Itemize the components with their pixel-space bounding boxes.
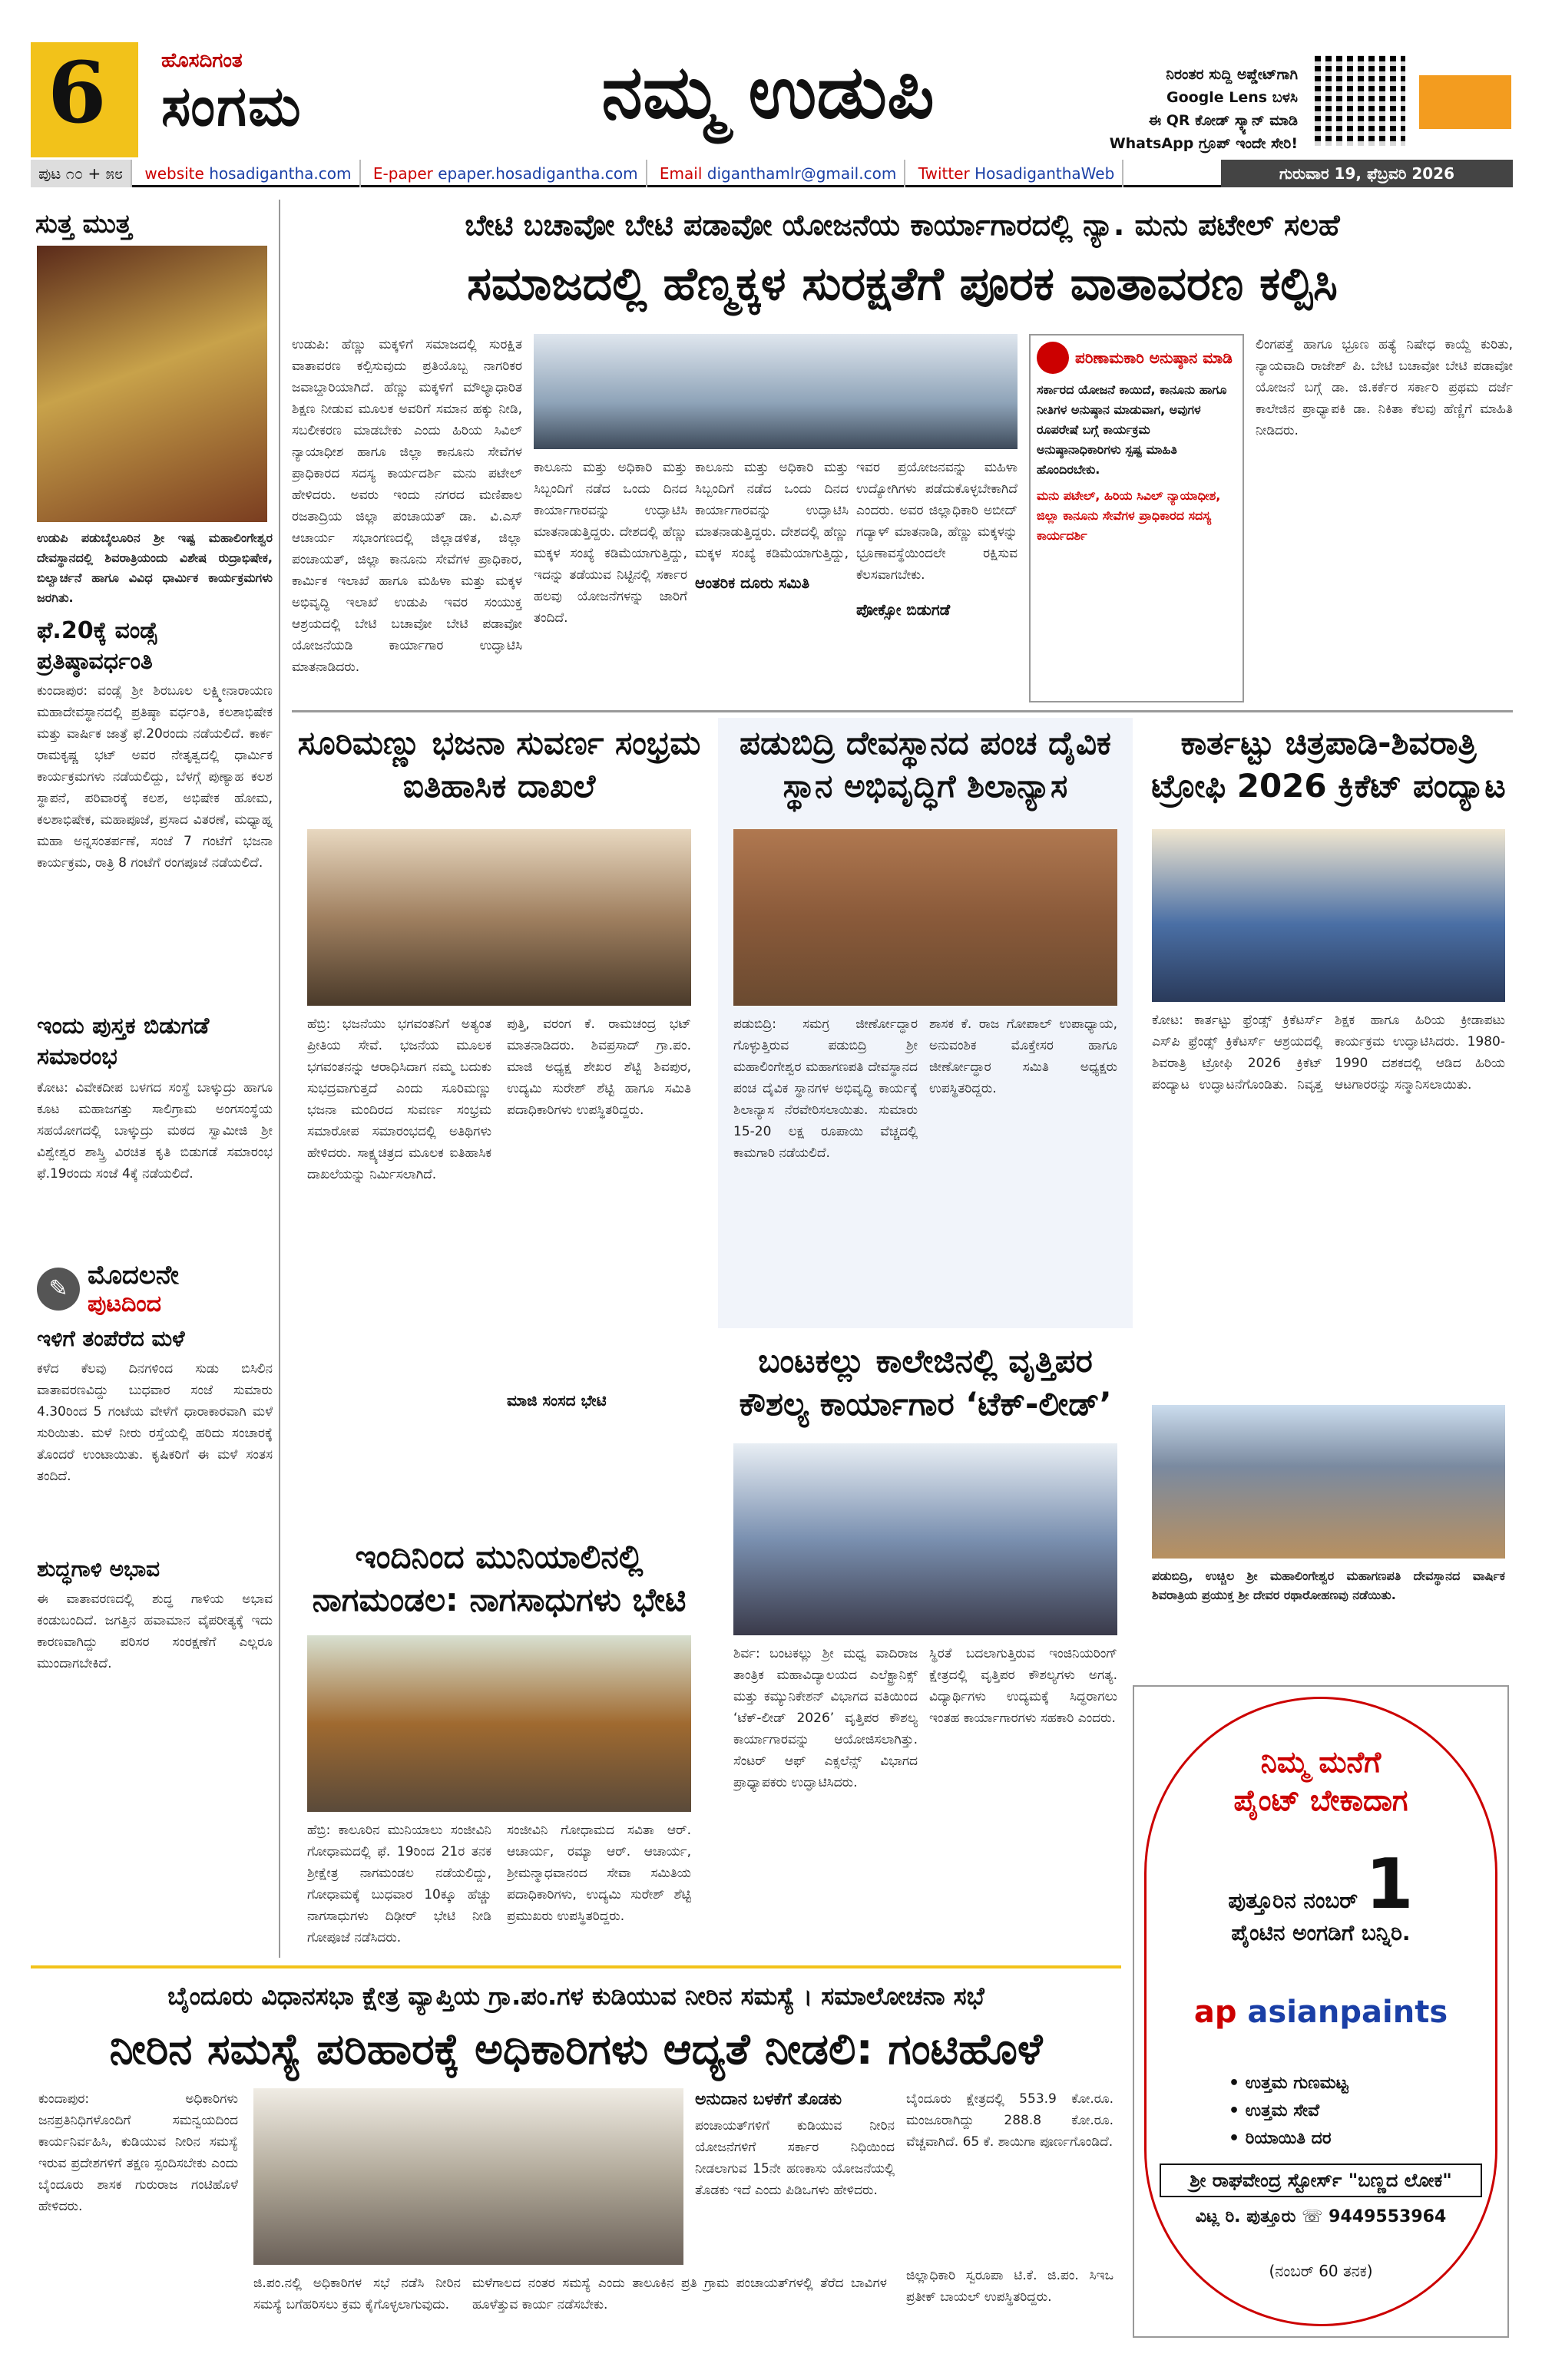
epaper-label: E-paper <box>372 164 433 183</box>
qr-code-pattern <box>1315 55 1405 146</box>
lead-body-col3: ಇವರ ಪ್ರಯೋಜನವನ್ನು ಮಹಿಳಾ ಉದ್ಯೋಗಿಗಳು ಪಡೆದುಕೊಳ್ಳಬೇಕಾಗಿದೆ ಎಂದರು. ಅವರ ಜಿಲ್ಲಾಧಿಕಾರಿ ಅಬೀದ್ ಗದ್ಯಾಳ್ ಮಾತನಾಡಿ, ಹೆಣ್ಣು ಮಕ್ಕಳನ್ನು ಭ್ರೂಣಾವಸ್ಥೆಯಿಂದಲೇ ರಕ್ಷಿಸುವ ಕೆಲಸವಾಗಬೇಕು. <box>856 460 1018 583</box>
story-c-photo <box>1152 829 1505 1002</box>
epaper-link[interactable] <box>366 160 647 187</box>
temple-photo <box>37 246 267 522</box>
brand-logo <box>161 48 415 140</box>
photo-caption: ಉಡುಪಿ ಪಡುಬೈಲೂರಿನ ಶ್ರೀ ಇಷ್ಟ ಮಹಾಲಿಂಗೇಶ್ವರ ದೇವಸ್ಥಾನದಲ್ಲಿ ಶಿವರಾತ್ರಿಯಂದು ವಿಶೇಷ ರುದ್ರಾಭಿಷೇಕ, ಬಿಲ್ವಾರ್ಚನೆ ಹಾಗೂ ವಿವಿಧ ಧಾರ್ಮಿಕ ಕಾರ್ಯಕ್ರಮಗಳು ಜರಗಿತು. <box>37 531 273 605</box>
story-a-photo <box>307 829 691 1006</box>
sidebar-quote: ಮನು ಪಟೇಲ್, ಹಿರಿಯ ಸಿವಿಲ್ ನ್ಯಾಯಾಧೀಶ, ಜಿಲ್ಲಾ ಕಾನೂನು ಸೇವೆಗಳ ಪ್ರಾಧಿಕಾರದ ಸದಸ್ಯ ಕಾರ್ಯದರ್ಶಿ <box>1037 488 1221 543</box>
story-b-body2: ಶಾಸಕ ಕೆ. ರಾಜ ಗೋಪಾಲ್ ಉಪಾಧ್ಯಾಯ, ಅನುವಂಶಿಕ ಮೊಕ್ತೇಸರ ಹಾಗೂ ಜೀರ್ಣೋದ್ಧಾರ ಸಮಿತಿ ಅಧ್ಯಕ್ಷರು ಉಪಸ್ಥಿತರಿದ್ದರು. <box>929 1016 1117 1096</box>
qr-instructions <box>1014 63 1298 155</box>
lead-subhead2: ಪೋಕ್ಸೋ ಬಿಡುಗಡೆ <box>856 600 951 619</box>
story-d-photo <box>307 1635 691 1812</box>
bottom-body5: ಜಿಲ್ಲಾಧಿಕಾರಿ ಸ್ವರೂಪಾ ಟಿ.ಕೆ. ಜಿ.ಪಂ. ಸಿಇಒ ಪ್ರತೀಕ್ ಬಾಯಲ್ ಉಪಸ್ಥಿತರಿದ್ದರು. <box>906 2268 1113 2305</box>
qr-line: ನಿರಂತರ ಸುದ್ದಿ ಅಪ್ಡೇಟ್‌ಗಾಗಿ <box>1166 66 1298 83</box>
bottom-stats: ಬೈಂದೂರು ಕ್ಷೇತ್ರದಲ್ಲಿ 553.9 ಕೋ.ರೂ. ಮಂಜೂರಾಗಿದ್ದು 288.8 ಕೋ.ರೂ. ವೆಚ್ಚವಾಗಿದೆ. 65 ಕೆ. ಶಾಯಿಗಾ ಪೂರ್ಣಗೊಂಡಿದೆ. <box>906 2091 1113 2150</box>
modalane-title: ಮೊದಲನೇ <box>88 1260 179 1291</box>
ad-line3a-row <box>1144 1844 1497 1925</box>
ad-line3a: ಪುತ್ತೂರಿನ ನಂಬರ್ <box>1228 1888 1358 1913</box>
left-column <box>31 200 280 1958</box>
sutta-mutta-title: ಸುತ್ತ ಮುತ್ತ <box>35 209 132 240</box>
sidebar-title: ಪರಿಣಾಮಕಾರಿ ಅನುಷ್ಠಾನ ಮಾಡಿ <box>1075 349 1233 367</box>
story-e-photo <box>733 1443 1117 1635</box>
story-book-release-body: ಕೋಟ: ವಿವೇಕದೀಪ ಬಳಗದ ಸಂಸ್ಥೆ ಬಾಳ್ಕುದ್ರು ಹಾಗೂ ಕೂಟ ಮಹಾಜಗತ್ತು ಸಾಲಿಗ್ರಾಮ ಅಂಗಸಂಸ್ಥೆಯ ಸಹಯೋಗದಲ್ಲಿ ಬಾಳ್ಕುದ್ರು ಮಠದ ಸ್ವಾಮೀಜಿ ಶ್ರೀ ವಿಶ್ವೇಶ್ವರ ಶಾಸ್ತ್ರಿ ವಿರಚಿತ ಕೃತಿ ಬಿಡುಗಡೆ ಸಮಾರಂಭ ಫೆ.19ರಂದು ಸಂಜೆ 4ಕ್ಕೆ ನಡೆಯಲಿದೆ. <box>37 1080 273 1182</box>
ad-brand <box>1144 1993 1497 2031</box>
story-air-body: ಈ ವಾತಾವರಣದಲ್ಲಿ ಶುದ್ಧ ಗಾಳಿಯ ಅಭಾವ ಕಂಡುಬಂದಿದೆ. ಜಗತ್ತಿನ ಹವಾಮಾನ ವೈಪರೀತ್ಯಕ್ಕೆ ಇದು ಕಾರಣವಾಗಿದ್ದು ಪರಿಸರ ಸಂರಕ್ಷಣೆಗೆ ಎಲ್ಲರೂ ಮುಂದಾಗಬೇಕಿದೆ. <box>37 1592 273 1671</box>
story-vandse-title: ಫೆ.20ಕ್ಕೆ ವಂಡ್ಸೆ ಪ್ರತಿಷ್ಠಾವರ್ಧಂತಿ <box>37 617 158 675</box>
lead-body-col2b: ಕಾಲೂನು ಮತ್ತು ಅಧಿಕಾರಿ ಮತ್ತು ಸಿಬ್ಬಂದಿಗೆ ನಡೆದ ಒಂದು ದಿನದ ಕಾರ್ಯಾಗಾರವನ್ನು ಉದ್ಘಾಟಿಸಿ ಮಾತನಾಡುತ್ತಿದ್ದರು. ದೇಶದಲ್ಲಿ ಹೆಣ್ಣು ಮಕ್ಕಳ ಸಂಖ್ಯೆ ಕಡಿಮೆಯಾಗುತ್ತಿದ್ದು, <box>695 460 849 561</box>
twitter-label: Twitter <box>918 164 970 183</box>
ad-address: ವಿಟ್ಲ ರಿ. ಪುತ್ತೂರು <box>1195 2207 1296 2226</box>
story-b-body: ಪಡುಬಿದ್ರಿ: ಸಮಗ್ರ ಜೀರ್ಣೋದ್ಧಾರ ಗೊಳ್ಳುತ್ತಿರುವ ಪಡುಬಿದ್ರಿ ಶ್ರೀ ಮಹಾಲಿಂಗೇಶ್ವರ ಮಹಾಗಣಪತಿ ದೇವಸ್ಥಾನದ ಪಂಚ ದೈವಿಕ ಸ್ಥಾನಗಳ ಅಭಿವೃದ್ಧಿ ಕಾರ್ಯಕ್ಕೆ ಶಿಲಾನ್ಯಾಸ ನೆರವೇರಿಸಲಾಯಿತು. ಸುಮಾರು 15-20 ಲಕ್ಷ ರೂಪಾಯಿ ವೆಚ್ಚದಲ್ಲಿ ಕಾಮಗಾರಿ ನಡೆಯಲಿದೆ. <box>733 1016 918 1161</box>
story-book-release-title: ಇಂದು ಪುಸ್ತಕ ಬಿಡುಗಡೆ ಸಮಾರಂಭ <box>37 1013 210 1070</box>
story-b-headline: ಪಡುಬಿದ್ರಿ ದೇವಸ್ಥಾನದ ಪಂಚ ದೈವಿಕ ಸ್ಥಾನ ಅಭಿವೃದ್ಧಿಗೆ ಶಿಲಾನ್ಯಾಸ <box>740 724 1111 805</box>
section-title: ನಮ್ಮ ಉಡುಪಿ <box>601 49 935 135</box>
lead-subhead: ಆಂತರಿಕ ದೂರು ಸಮಿತಿ <box>695 574 810 592</box>
story-a-headline: ಸೂರಿಮಣ್ಣು ಭಜನಾ ಸುವರ್ಣ ಸಂಭ್ರಮ ಐತಿಹಾಸಿಕ ದಾಖಲೆ <box>297 724 701 805</box>
lead-body-col2: ಕಾಲೂನು ಮತ್ತು ಅಧಿಕಾರಿ ಮತ್ತು ಸಿಬ್ಬಂದಿಗೆ ನಡೆದ ಒಂದು ದಿನದ ಕಾರ್ಯಾಗಾರವನ್ನು ಉದ್ಘಾಟಿಸಿ ಮಾತನಾಡುತ್ತಿದ್ದರು. ದೇಶದಲ್ಲಿ ಹೆಣ್ಣು ಮಕ್ಕಳ ಸಂಖ್ಯೆ ಕಡಿಮೆಯಾಗುತ್ತಿದ್ದು, ಇದನ್ನು ತಡೆಯುವ ನಿಟ್ಟಿನಲ್ಲಿ ಸರ್ಕಾರ ಹಲವು ಯೋಜನೆಗಳನ್ನು ಜಾರಿಗೆ ತಂದಿದೆ. <box>534 460 687 626</box>
sidebar-body: ಸರ್ಕಾರದ ಯೋಜನೆ ಕಾಯಿದೆ, ಕಾನೂನು ಹಾಗೂ ನೀತಿಗಳ ಅನುಷ್ಠಾನ ಮಾಡುವಾಗ, ಅವುಗಳ ರೂಪರೇಷೆ ಬಗ್ಗೆ ಕಾರ್ಯಕ್ರಮ ಅನುಷ್ಠಾನಾಧಿಕಾರಿಗಳು ಸ್ಪಷ್ಟ ಮಾಹಿತಿ ಹೊಂದಿರಬೇಕು. <box>1037 382 1227 477</box>
ad-brand-text: asianpaints <box>1247 1995 1448 2030</box>
story-c-headline: ಕಾರ್ತಟ್ಟು ಚಿತ್ರಪಾಡಿ-ಶಿವರಾತ್ರಿ ಟ್ರೋಫಿ 2026 ಕ್ರಿಕೆಟ್ ಪಂದ್ಯಾಟ <box>1151 724 1506 805</box>
modalane-subtitle: ಪುಟದಿಂದ <box>88 1291 162 1317</box>
story-e-body2: ಸ್ಥಿರತೆ ಬದಲಾಗುತ್ತಿರುವ ಇಂಜಿನಿಯರಿಂಗ್ ಕ್ಷೇತ್ರದಲ್ಲಿ ವೃತ್ತಿಪರ ಕೌಶಲ್ಯಗಳು ಅಗತ್ಯ. ವಿದ್ಯಾರ್ಥಿಗಳು ಉದ್ಯಮಕ್ಕೆ ಸಿದ್ಧರಾಗಲು ಇಂತಹ ಕಾರ್ಯಾಗಾರಗಳು ಸಹಕಾರಿ ಎಂದರು. <box>929 1646 1117 1726</box>
story-e-headline: ಬಂಟಕಲ್ಲು ಕಾಲೇಜಿನಲ್ಲಿ ವೃತ್ತಿಪರ ಕೌಶಲ್ಯ ಕಾರ್ಯಾಗಾರ ‘ಟೆಕ್-ಲೀಡ್’ <box>739 1342 1112 1423</box>
ad-bullet: • ಉತ್ತಮ ಗುಣಮಟ್ಟ <box>1229 2074 1348 2093</box>
bottom-photo <box>253 2088 683 2265</box>
twitter-handle: HosadiganthaWeb <box>975 164 1115 183</box>
bottom-body2: ಜಿ.ಪಂ.ನಲ್ಲಿ ಅಧಿಕಾರಿಗಳ ಸಭೆ ನಡೆಸಿ ನೀರಿನ ಸಮಸ್ಯೆ ಬಗೆಹರಿಸಲು ಕ್ರಮ ಕೈಗೊಳ್ಳಲಾಗುವುದು. <box>253 2276 461 2312</box>
email-link[interactable] <box>652 160 905 187</box>
ad-bullet-text: ರಿಯಾಯಿತಿ ದರ <box>1245 2129 1332 2148</box>
ad-line2: ಪೈಂಟ್ ಬೇಕಾದಾಗ <box>1233 1783 1408 1817</box>
email-address: diganthamlr@gmail.com <box>706 164 897 183</box>
bottom-body4: ಮಳೆಗಾಲದ ನಂತರ ಸಮಸ್ಯೆ ಎಂದು ತಾಲೂಕಿನ ಪ್ರತಿ ಗ್ರಾಮ ಪಂಚಾಯತ್‌ಗಳಲ್ಲಿ ತೆರೆದ ಬಾವಿಗಳ ಹೂಳೆತ್ತುವ ಕಾರ್ಯ ನಡೆಸಬೇಕು. <box>472 2276 887 2312</box>
ad-line3b: ಪೈಂಟಿನ ಅಂಗಡಿಗೆ ಬನ್ನಿರಿ. <box>1231 1920 1411 1945</box>
page-number: 6 <box>48 43 107 142</box>
story-air-title: ಶುದ್ಧಗಾಳಿ ಅಭಾವ <box>37 1556 160 1582</box>
story-vandse-body: ಕುಂದಾಪುರ: ವಂಡ್ಸೆ ಶ್ರೀ ಶಿರಬೂಲ ಲಕ್ಷ್ಮೀನಾರಾಯಣ ಮಹಾದೇವಸ್ಥಾನದಲ್ಲಿ ಪ್ರತಿಷ್ಠಾ ವರ್ಧಂತಿ, ಕಲಶಾಭಿಷೇಕ ಮತ್ತು ವಾರ್ಷಿಕ ಜಾತ್ರೆ ಫೆ.20ರಂದು ನಡೆಯಲಿದೆ. ಕಾರ್ಕ ರಾಮಕೃಷ್ಣ ಭಟ್ ಅವರ ನೇತೃತ್ವದಲ್ಲಿ ಧಾರ್ಮಿಕ ಕಾರ್ಯಕ್ರಮಗಳು ನಡೆಯಲಿದ್ದು, ಬೆಳಗ್ಗೆ ಪುಣ್ಯಾಹ ಕಲಶ ಸ್ಥಾಪನೆ, ಪರಿವಾರಕ್ಕೆ ಕಲಶ, ಅಭಿಷೇಕ ಹೋಮ, ಕಲಶಾಭಿಷೇಕ, ಮಹಾಪೂಜೆ, ಪ್ರಸಾದ ವಿತರಣೆ, ಮಧ್ಯಾಹ್ನ ಮಹಾ ಅನ್ನಸಂತರ್ಪಣೆ, ಸಂಜೆ 7 ಗಂಟೆಗೆ ಭಜನಾ ಕಾರ್ಯಕ್ರಮ, ರಾತ್ರಿ 8 ಗಂಟೆಗೆ ರಂಗಪೂಜೆ ನಡೆಯಲಿದೆ. <box>37 683 273 871</box>
ad-line1: ನಿಮ್ಮ ಮನೆಗೆ <box>1260 1745 1382 1779</box>
website-url: hosadigantha.com <box>209 164 352 183</box>
issue-date: ಗುರುವಾರ 19, ಫೆಬ್ರವರಿ 2026 <box>1221 160 1513 187</box>
bottom-headline: ನೀರಿನ ಸಮಸ್ಯೆ ಪರಿಹಾರಕ್ಕೆ ಅಧಿಕಾರಿಗಳು ಆದ್ಯತೆ ನೀಡಲಿ: ಗಂಟಿಹೊಳೆ <box>109 2025 1043 2074</box>
lead-photo <box>534 334 1018 449</box>
story-e-body: ಶಿರ್ವ: ಬಂಟಕಲ್ಲು ಶ್ರೀ ಮಧ್ವ ವಾದಿರಾಜ ತಾಂತ್ರಿಕ ಮಹಾವಿದ್ಯಾಲಯದ ಎಲೆಕ್ಟ್ರಾನಿಕ್ಸ್ ಮತ್ತು ಕಮ್ಯುನಿಕೇಶನ್ ವಿಭಾಗದ ವತಿಯಿಂದ ‘ಟೆಕ್-ಲೀಡ್ 2026’ ವೃತ್ತಿಪರ ಕೌಶಲ್ಯ ಕಾರ್ಯಾಗಾರವನ್ನು ಆಯೋಜಿಸಲಾಗಿತ್ತು. ಸೆಂಟರ್ ಆಫ್ ಎಕ್ಸಲೆನ್ಸ್ ವಿಭಾಗದ ಪ್ರಾಧ್ಯಾಪಕರು ಉದ್ಘಾಟಿಸಿದರು. <box>733 1646 918 1790</box>
ad-bullet: • ರಿಯಾಯಿತಿ ದರ <box>1229 2129 1332 2148</box>
qr-line: ಈ QR ಕೋಡ್ ಸ್ಕ್ಯಾನ್ ಮಾಡಿ <box>1148 112 1298 129</box>
website-link[interactable] <box>137 160 360 187</box>
bottom-divider <box>31 1965 1121 1968</box>
ad-bullets <box>1144 2070 1497 2153</box>
story-a-body2: ಪುತ್ತಿ, ವರಂಗ ಕೆ. ರಾಮಚಂದ್ರ ಭಟ್ ಮಾತನಾಡಿದರು. ಶಿವಪ್ರಸಾದ್ ಗ್ರಾ.ಪಂ. ಮಾಜಿ ಅಧ್ಯಕ್ಷ ಶೇಖರ ಶೆಟ್ಟಿ ಶಿವಪುರ, ಉದ್ಯಮಿ ಸುರೇಶ್ ಶೆಟ್ಟಿ ಹಾಗೂ ಸಮಿತಿ ಪದಾಧಿಕಾರಿಗಳು ಉಪಸ್ಥಿತರಿದ್ದರು. <box>507 1016 691 1118</box>
brand-top: ಹೊಸದಿಗಂತ <box>161 49 243 72</box>
ad-number: 1 <box>1365 1844 1414 1925</box>
bottom-body3: ಪಂಚಾಯತ್‌ಗಳಿಗೆ ಕುಡಿಯುವ ನೀರಿನ ಯೋಜನೆಗಳಿಗೆ ಸರ್ಕಾರ ನಿಧಿಯಿಂದ ನೀಡಲಾಗುವ 15ನೇ ಹಣಕಾಸು ಯೋಜನೆಯಲ್ಲಿ ತೊಡಕು ಇದೆ ಎಂದು ಪಿಡಿಒಗಳು ಹೇಳಿದರು. <box>695 2118 895 2198</box>
divider <box>292 710 1513 712</box>
story-rain-body: ಕಳೆದ ಕೆಲವು ದಿನಗಳಿಂದ ಸುಡು ಬಿಸಿಲಿನ ವಾತಾವರಣವಿದ್ದು ಬುಧವಾರ ಸಂಜೆ ಸುಮಾರು 4.30ರಿಂದ 5 ಗಂಟೆಯ ವೇಳೆಗೆ ಧಾರಾಕಾರವಾಗಿ ಮಳೆ ಸುರಿಯಿತು. ಮಳೆ ನೀರು ರಸ್ತೆಯಲ್ಲಿ ಹರಿದು ಸಂಚಾರಕ್ಕೆ ತೊಂದರೆ ಉಂಟಾಯಿತು. ಕೃಷಿಕರಿಗೆ ಈ ಮಳೆ ಸಂತಸ ತಂದಿದೆ. <box>37 1361 273 1484</box>
speech-bubble-icon <box>1037 342 1069 374</box>
twitter-link[interactable] <box>911 160 1124 187</box>
asianpaints-logo-icon: ap <box>1193 1995 1237 2030</box>
website-label: website <box>144 164 204 183</box>
header-orange-block <box>1419 75 1511 129</box>
sidebar-header <box>1037 342 1236 374</box>
lead-headline: ಸಮಾಜದಲ್ಲಿ ಹೆಣ್ಮಕ್ಕಳ ಸುರಕ್ಷತೆಗೆ ಪೂರಕ ವಾತಾವರಣ ಕಲ್ಪಿಸಿ <box>467 257 1338 311</box>
ad-bullet-text: ಉತ್ತಮ ಗುಣಮಟ್ಟ <box>1245 2074 1348 2093</box>
bottom-subhead: ಅನುದಾನ ಬಳಕೆಗೆ ತೊಡಕು <box>695 2090 842 2109</box>
epaper-url: epaper.hosadigantha.com <box>438 164 638 183</box>
lead-sidebar <box>1029 334 1244 702</box>
story-c-photo2 <box>1152 1405 1505 1559</box>
ad-phone: 9449553964 <box>1329 2207 1447 2226</box>
lead-body-col1: ಉಡುಪಿ: ಹೆಣ್ಣು ಮಕ್ಕಳಿಗೆ ಸಮಾಜದಲ್ಲಿ ಸುರಕ್ಷಿತ ವಾತಾವರಣ ಕಲ್ಪಿಸುವುದು ಪ್ರತಿಯೊಬ್ಬ ನಾಗರಿಕರ ಜವಾಬ್ದಾರಿಯಾಗಿದೆ. ಹೆಣ್ಣು ಮಕ್ಕಳಿಗೆ ಮೌಲ್ಯಾಧಾರಿತ ಶಿಕ್ಷಣ ನೀಡುವ ಮೂಲಕ ಅವರಿಗೆ ಸಮಾನ ಹಕ್ಕು ನೀಡಿ, ಸಬಲೀಕರಣ ಮಾಡಬೇಕು ಎಂದು ಹಿರಿಯ ಸಿವಿಲ್ ನ್ಯಾಯಾಧೀಶ ಹಾಗೂ ಜಿಲ್ಲಾ ಕಾನೂನು ಸೇವೆಗಳ ಪ್ರಾಧಿಕಾರದ ಸದಸ್ಯ ಕಾರ್ಯದರ್ಶಿ ಮನು ಪಟೇಲ್ ಹೇಳಿದರು. ಅವರು ಇಂದು ನಗರದ ಮಣಿಪಾಲ ರಜತಾದ್ರಿಯ ಜಿಲ್ಲಾ ಪಂಚಾಯತ್ ಡಾ. ವಿ.ಎಸ್ ಆಚಾರ್ಯ ಸಭಾಂಗಣದಲ್ಲಿ ಜಿಲ್ಲಾಡಳಿತ, ಜಿಲ್ಲಾ ಪಂಚಾಯತ್, ಜಿಲ್ಲಾ ಕಾನೂನು ಸೇವೆಗಳ ಪ್ರಾಧಿಕಾರ, ಕಾರ್ಮಿಕ ಇಲಾಖೆ ಹಾಗೂ ಮಹಿಳಾ ಮತ್ತು ಮಕ್ಕಳ ಅಭಿವೃದ್ಧಿ ಇಲಾಖೆ ಉಡುಪಿ ಇವರ ಸಂಯುಕ್ತ ಆಶ್ರಯದಲ್ಲಿ ಬೇಟಿ ಬಚಾವೋ ಬೇಟಿ ಪಡಾವೋ ಯೋಜನೆಯಡಿ ಕಾರ್ಯಾಗಾರ ಉದ್ಘಾಟಿಸಿ ಮಾತನಾಡಿದರು. <box>292 337 522 675</box>
email-label: Email <box>659 164 703 183</box>
ad-content <box>1144 1743 1497 2282</box>
ad-contact <box>1144 2205 1497 2230</box>
bottom-body1: ಕುಂದಾಪುರ: ಅಧಿಕಾರಿಗಳು ಜನಪ್ರತಿನಿಧಿಗಳೊಂದಿಗೆ ಸಮನ್ವಯದಿಂದ ಕಾರ್ಯನಿರ್ವಹಿಸಿ, ಕುಡಿಯುವ ನೀರಿನ ಸಮಸ್ಯೆ ಇರುವ ಪ್ರದೇಶಗಳಿಗೆ ತಕ್ಷಣ ಸ್ಪಂದಿಸಬೇಕು ಎಂದು ಬೈಂದೂರು ಶಾಸಕ ಗುರುರಾಜ ಗಂಟಿಹೊಳೆ ಹೇಳಿದರು. <box>38 2091 238 2214</box>
lead-body-col5: ಲಿಂಗಪತ್ತೆ ಹಾಗೂ ಭ್ರೂಣ ಹತ್ಯೆ ನಿಷೇಧ ಕಾಯ್ದೆ ಕುರಿತು, ನ್ಯಾಯವಾದಿ ರಾಜೇಶ್ ಪಿ. ಬೇಟಿ ಬಚಾವೋ ಬೇಟಿ ಪಡಾವೋ ಯೋಜನೆ ಬಗ್ಗೆ ಡಾ. ಜಿ.ಕರ್ಕೆರ ಸರ್ಕಾರಿ ಪ್ರಥಮ ದರ್ಜೆ ಕಾಲೇಜಿನ ಪ್ರಾಧ್ಯಾಪಕಿ ಡಾ. ನಿಕಿತಾ ಕೆಲವು ಹೆಣ್ಣಿಗೆ ಮಾಹಿತಿ ನೀಡಿದರು. <box>1256 337 1513 438</box>
story-rain-title: ಇಳಿಗೆ ತಂಪೆರೆದ ಮಳೆ <box>37 1326 185 1351</box>
qr-line: WhatsApp ಗ್ರೂಪ್ ಇಂದೇ ಸೇರಿ! <box>1109 135 1298 152</box>
story-d-body: ಹೆಬ್ರಿ: ಕಾಲೂರಿನ ಮುನಿಯಾಲು ಸಂಜೀವಿನಿ ಗೋಧಾಮದಲ್ಲಿ ಫೆ. 19ರಿಂದ 21ರ ತನಕ ಶ್ರೀಕ್ಷೇತ್ರ ನಾಗಮಂಡಲ ನಡೆಯಲಿದ್ದು, ಗೋಧಾಮಕ್ಕೆ ಬುಧವಾರ 10ಕ್ಕೂ ಹೆಚ್ಚು ನಾಗಸಾಧುಗಳು ದಿಢೀರ್ ಭೇಟಿ ನೀಡಿ ಗೋಪೂಜೆ ನಡೆಸಿದರು. <box>307 1823 491 1945</box>
page-count: ಪುಟ ೧೦ + ೫೮ <box>31 160 132 187</box>
story-a-subhead: ಮಾಜಿ ಸಂಸದ ಭೇಟಿ <box>507 1391 607 1410</box>
story-b-photo <box>733 829 1117 1006</box>
pencil-icon: ✎ <box>37 1268 80 1311</box>
phone-icon: ☏ <box>1301 2207 1323 2226</box>
story-d-headline: ಇಂದಿನಿಂದ ಮುನಿಯಾಲಿನಲ್ಲಿ ನಾಗಮಂಡಲ: ನಾಗಸಾಧುಗಳು ಭೇಟಿ <box>312 1538 687 1618</box>
ad-footer: (ನಂಬರ್ 60 ತನಕ) <box>1269 2262 1373 2280</box>
brand-main: ಸಂಗಮ <box>161 74 303 138</box>
story-d-body2: ಸಂಜೀವಿನಿ ಗೋಧಾಮದ ಸವಿತಾ ಆರ್. ಆಚಾರ್ಯ, ರಮ್ಯಾ ಆರ್. ಆಚಾರ್ಯ, ಶ್ರೀಮನ್ಮಾಧವಾನಂದ ಸೇವಾ ಸಮಿತಿಯ ಪದಾಧಿಕಾರಿಗಳು, ಉದ್ಯಮಿ ಸುರೇಶ್ ಶೆಟ್ಟಿ ಪ್ರಮುಖರು ಉಪಸ್ಥಿತರಿದ್ದರು. <box>507 1823 691 1924</box>
story-c-caption: ಪಡುಬಿದ್ರಿ, ಉಚ್ಚಿಲ ಶ್ರೀ ಮಹಾಲಿಂಗೇಶ್ವರ ಮಹಾಗಣಪತಿ ದೇವಸ್ಥಾನದ ವಾರ್ಷಿಕ ಶಿವರಾತ್ರಿಯ ಪ್ರಯುಕ್ತ ಶ್ರೀ ದೇವರ ರಥಾರೋಹಣವು ನಡೆಯಿತು. <box>1152 1568 1505 1602</box>
modalane-banner <box>37 1260 273 1318</box>
ad-bullet: • ಉತ್ತಮ ಸೇವೆ <box>1229 2101 1320 2121</box>
qr-line: Google Lens ಬಳಸಿ <box>1166 89 1298 106</box>
ad-store: ಶ್ರೀ ರಾಘವೇಂದ್ರ ಸ್ಟೋರ್ಸ್ "ಬಣ್ಣದ ಲೋಕ" <box>1160 2163 1482 2197</box>
story-c-body: ಕೋಟ: ಕಾರ್ತಟ್ಟು ಫ್ರೆಂಡ್ಸ್ ಕ್ರಿಕೆಟರ್ಸ್ ಎಸ್‌ಪಿ ಫ್ರೆಂಡ್ಸ್ ಕ್ರಿಕೆಟರ್ಸ್ ಆಶ್ರಯದಲ್ಲಿ ಶಿವರಾತ್ರಿ ಟ್ರೋಫಿ 2026 ಕ್ರಿಕೆಟ್ ಪಂದ್ಯಾಟ ಉದ್ಘಾಟನೆಗೊಂಡಿತು. ನಿವೃತ್ತ ಶಿಕ್ಷಕ ಹಾಗೂ ಹಿರಿಯ ಕ್ರೀಡಾಪಟು ಕಾರ್ಯಕ್ರಮ ಉದ್ಘಾಟಿಸಿದರು. 1980-1990 ದಶಕದಲ್ಲಿ ಆಡಿದ ಹಿರಿಯ ಆಟಗಾರರನ್ನು ಸನ್ಮಾನಿಸಲಾಯಿತು. <box>1152 1013 1505 1092</box>
story-a-body: ಹೆಬ್ರಿ: ಭಜನೆಯು ಭಗವಂತನಿಗೆ ಅತ್ಯಂತ ಪ್ರೀತಿಯ ಸೇವೆ. ಭಜನೆಯ ಮೂಲಕ ಭಗವಂತನನ್ನು ಆರಾಧಿಸಿದಾಗ ನಮ್ಮ ಬದುಕು ಸುಭದ್ರವಾಗುತ್ತದೆ ಎಂದು ಸೂರಿಮಣ್ಣು ಭಜನಾ ಮಂದಿರದ ಸುವರ್ಣ ಸಂಭ್ರಮ ಸಮಾರೋಪ ಸಮಾರಂಭದಲ್ಲಿ ಅತಿಥಿಗಳು ಹೇಳಿದರು. ಸಾಕ್ಷ್ಯಚಿತ್ರದ ಮೂಲಕ ಐತಿಹಾಸಿಕ ದಾಖಲೆಯನ್ನು ನಿರ್ಮಿಸಲಾಗಿದೆ. <box>307 1016 491 1182</box>
ad-bullet-text: ಉತ್ತಮ ಸೇವೆ <box>1245 2101 1320 2121</box>
bottom-kicker: ಬೈಂದೂರು ವಿಧಾನಸಭಾ ಕ್ಷೇತ್ರ ವ್ಯಾಪ್ತಿಯ ಗ್ರಾ.ಪಂ.ಗಳ ಕುಡಿಯುವ ನೀರಿನ ಸಮಸ್ಯೆ । ಸಮಾಲೋಚನಾ ಸಭೆ <box>167 1982 984 2011</box>
lead-kicker: ಬೇಟಿ ಬಚಾವೋ ಬೇಟಿ ಪಡಾವೋ ಯೋಜನೆಯ ಕಾರ್ಯಾಗಾರದಲ್ಲಿ ನ್ಯಾ. ಮನು ಪಟೇಲ್ ಸಲಹೆ <box>465 208 1340 242</box>
